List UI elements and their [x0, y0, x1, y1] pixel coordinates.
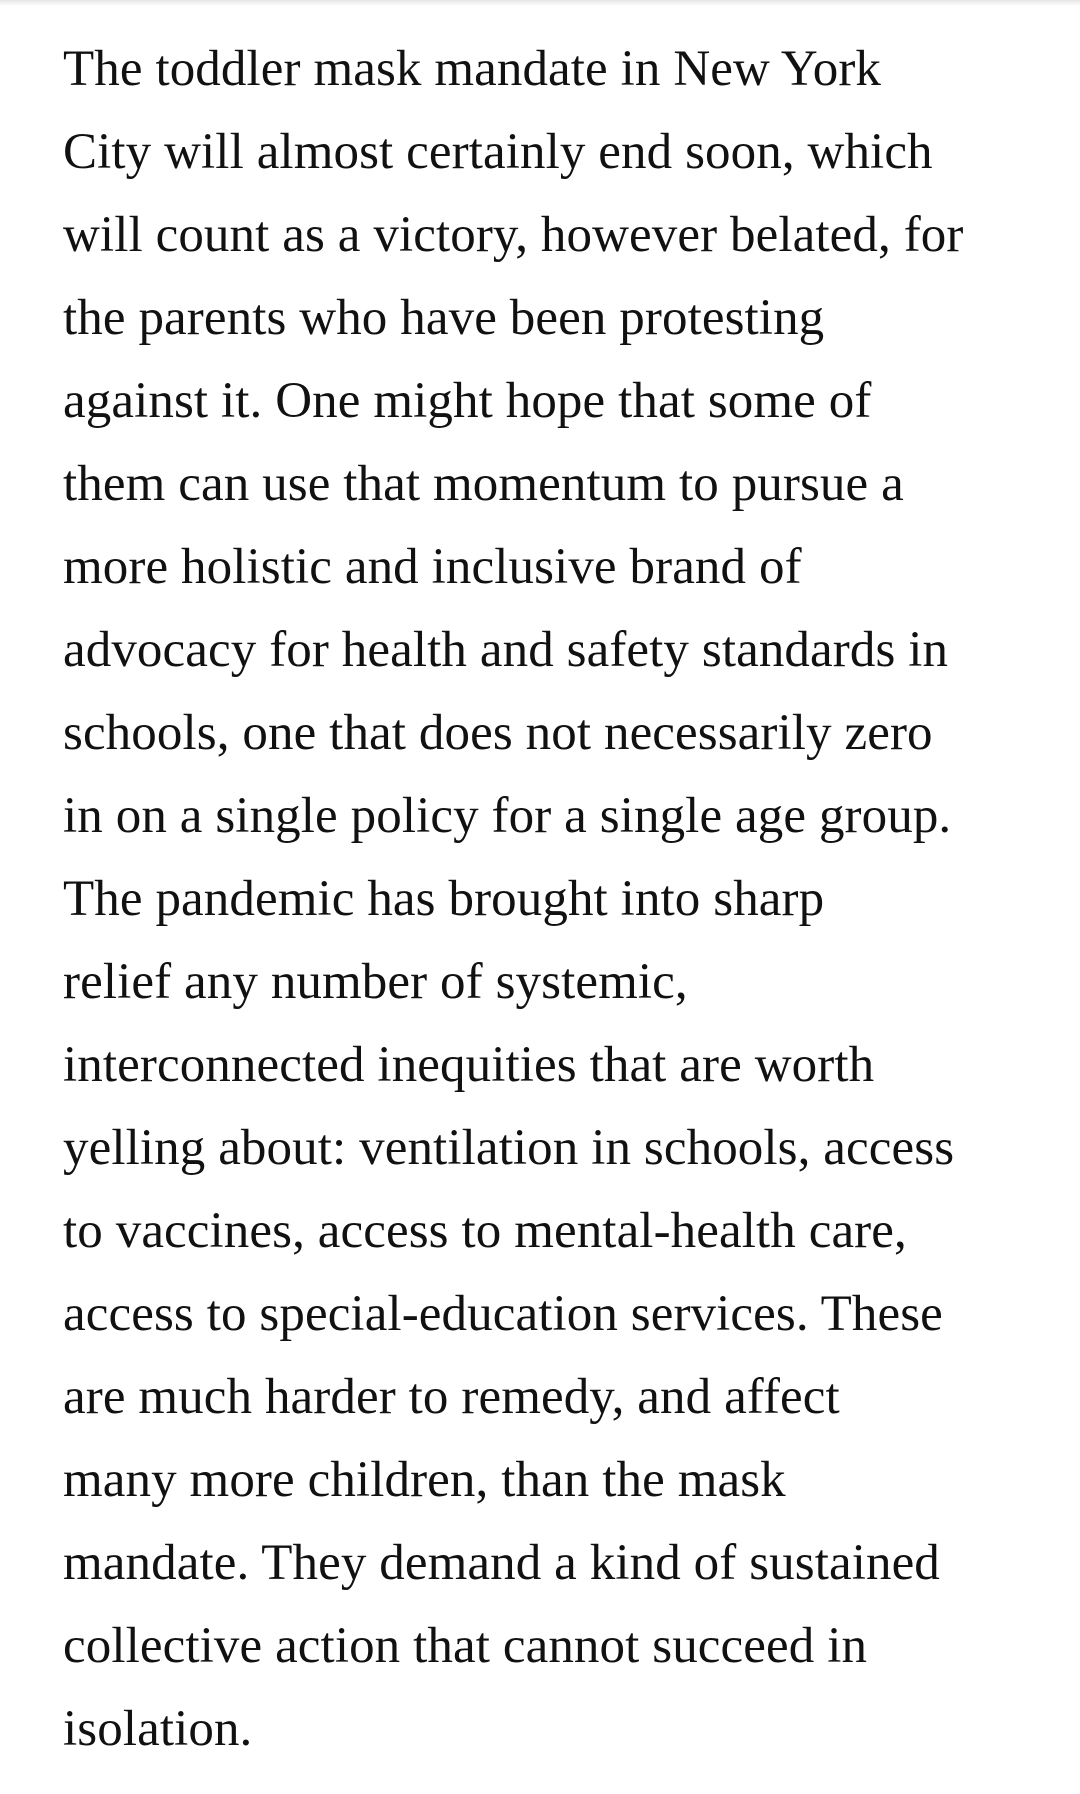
paragraph-line: relief any number of systemic,	[63, 954, 688, 1010]
article-body	[63, 28, 1063, 1771]
paragraph-line: isolation.	[63, 1701, 253, 1757]
paragraph-line: more holistic and inclusive brand of	[63, 539, 802, 595]
paragraph-line: the parents who have been protesting	[63, 290, 825, 346]
paragraph-line: interconnected inequities that are worth	[63, 1037, 875, 1093]
article-paragraph	[63, 28, 1063, 1771]
top-shadow-divider	[0, 0, 1080, 6]
paragraph-line: mandate. They demand a kind of sustained	[63, 1535, 940, 1591]
paragraph-line: in on a single policy for a single age group.	[63, 788, 952, 844]
paragraph-line: advocacy for health and safety standards in	[63, 622, 949, 678]
paragraph-line: The toddler mask mandate in New York	[63, 41, 882, 97]
paragraph-line: City will almost certainly end soon, which	[63, 124, 933, 180]
paragraph-line: to vaccines, access to mental-health care,	[63, 1203, 907, 1259]
paragraph-line: collective action that cannot succeed in	[63, 1618, 868, 1674]
paragraph-line: many more children, than the mask	[63, 1452, 786, 1508]
paragraph-line: them can use that momentum to pursue a	[63, 456, 904, 512]
paragraph-line: access to special-education services. These	[63, 1286, 943, 1342]
paragraph-line: The pandemic has brought into sharp	[63, 871, 825, 927]
paragraph-line: are much harder to remedy, and affect	[63, 1369, 840, 1425]
paragraph-line: schools, one that does not necessarily zero	[63, 705, 933, 761]
paragraph-line: will count as a victory, however belated, for	[63, 207, 964, 263]
paragraph-line: against it. One might hope that some of	[63, 373, 872, 429]
paragraph-line: yelling about: ventilation in schools, access	[63, 1120, 955, 1176]
